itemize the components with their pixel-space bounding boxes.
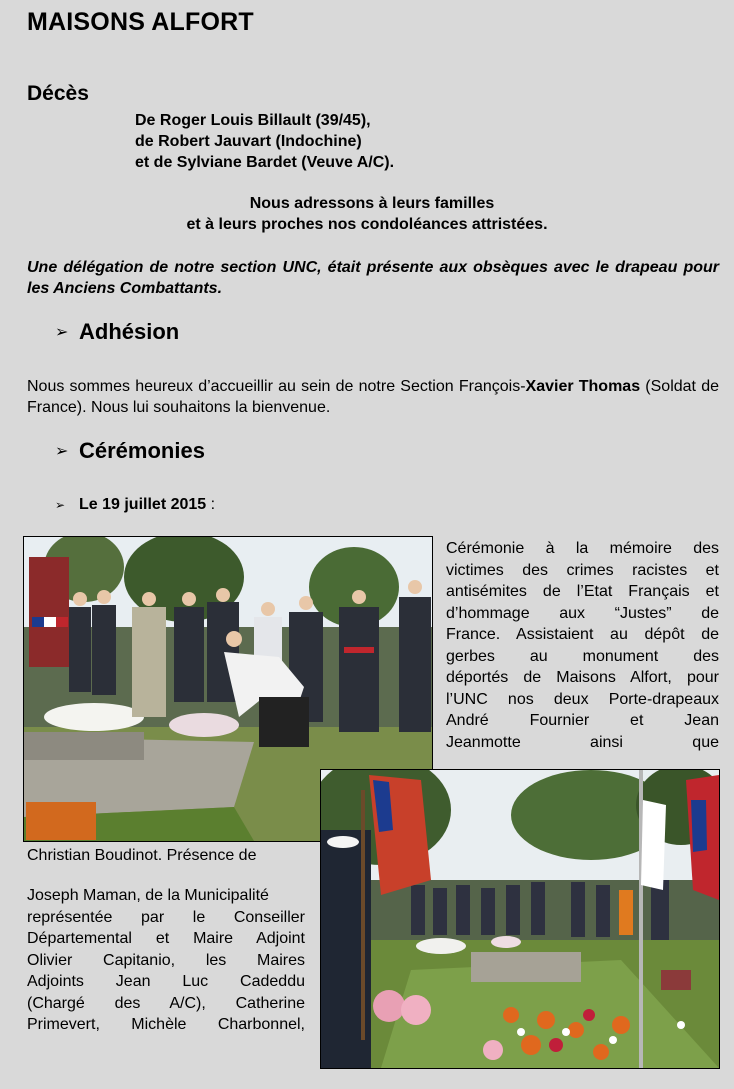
attendee-line: représentée par le Conseiller <box>27 908 305 926</box>
attendee-line: Olivier Capitanio, les Maires <box>27 951 305 969</box>
ceremony-text-line: déportés de Maisons Alfort, pour <box>446 669 719 686</box>
ceremonies-heading: Cérémonies <box>79 438 205 463</box>
ceremony-text-line: victimes des crimes racistes et <box>446 561 719 579</box>
deces-heading: Décès <box>27 82 89 105</box>
adhesion-text-end: (Soldat de France). Nous lui souhaitons la bienvenue. <box>27 378 719 416</box>
ceremony-text-line: André Fournier et Jean <box>446 712 719 729</box>
condolences-line: Nous adressons à leurs familles <box>249 195 495 212</box>
arrow-bullet-icon: ➢ <box>55 324 69 341</box>
deces-list <box>135 110 394 173</box>
attendee-line: Départemental et Maire Adjoint <box>27 930 305 947</box>
delegation-text: Une délégation de notre section UNC, était présente aux obsèques avec le drapeau pour les Anciens Combattants. <box>27 259 719 297</box>
deces-line: De Roger Louis Billault (39/45), <box>135 112 371 129</box>
condolences-block <box>0 193 734 235</box>
ceremony-text-line: l’UNC nos deux Porte-drapeaux <box>446 690 719 708</box>
ceremony-text-line: Cérémonie à la mémoire des <box>446 540 719 557</box>
ceremony-text-line: France. Assistaient au dépôt de <box>446 626 719 643</box>
ceremonies-header <box>55 438 205 464</box>
ceremony-text-line: antisémites de l’Etat Français et <box>446 583 719 600</box>
adhesion-header <box>55 319 179 345</box>
arrow-bullet-icon: ➢ <box>55 498 66 512</box>
adhesion-heading: Adhésion <box>79 319 180 344</box>
deces-line: et de Sylviane Bardet (Veuve A/C). <box>135 154 395 171</box>
ceremony-text-continued: Christian Boudinot. Présence de <box>27 847 257 864</box>
ceremony-photo-2-image <box>321 770 719 1068</box>
ceremony-attendees <box>27 885 305 1036</box>
page-title: MAISONS ALFORT <box>27 8 254 36</box>
attendee-line: Primevert, Michèle Charbonnel, <box>27 1016 305 1033</box>
ceremony-date-suffix: : <box>206 496 216 513</box>
ceremony-photo-2 <box>320 769 720 1069</box>
attendee-line: Joseph Maman, de la Municipalité <box>27 887 269 904</box>
ceremony-date <box>55 496 215 514</box>
deces-line: de Robert Jauvart (Indochine) <box>135 133 362 150</box>
attendee-line: Adjoints Jean Luc Cadeddu <box>27 973 305 990</box>
ceremony-text-line: Jeanmotte ainsi que <box>446 733 719 751</box>
adhesion-text <box>27 376 719 418</box>
ceremony-description <box>446 538 719 753</box>
arrow-bullet-icon: ➢ <box>55 443 69 460</box>
ceremony-date-label: Le 19 juillet 2015 <box>79 496 207 513</box>
attendee-line: (Chargé des A/C), Catherine <box>27 994 305 1012</box>
adhesion-member-name: Xavier Thomas <box>525 378 641 395</box>
adhesion-text-start: Nous sommes heureux d’accueillir au sein de notre Section François- <box>27 378 526 395</box>
ceremony-text-line: d’hommage aux “Justes” de <box>446 604 719 622</box>
condolences-line: et à leurs proches nos condoléances attristées. <box>186 216 548 233</box>
ceremony-text-line: gerbes au monument des <box>446 647 719 665</box>
